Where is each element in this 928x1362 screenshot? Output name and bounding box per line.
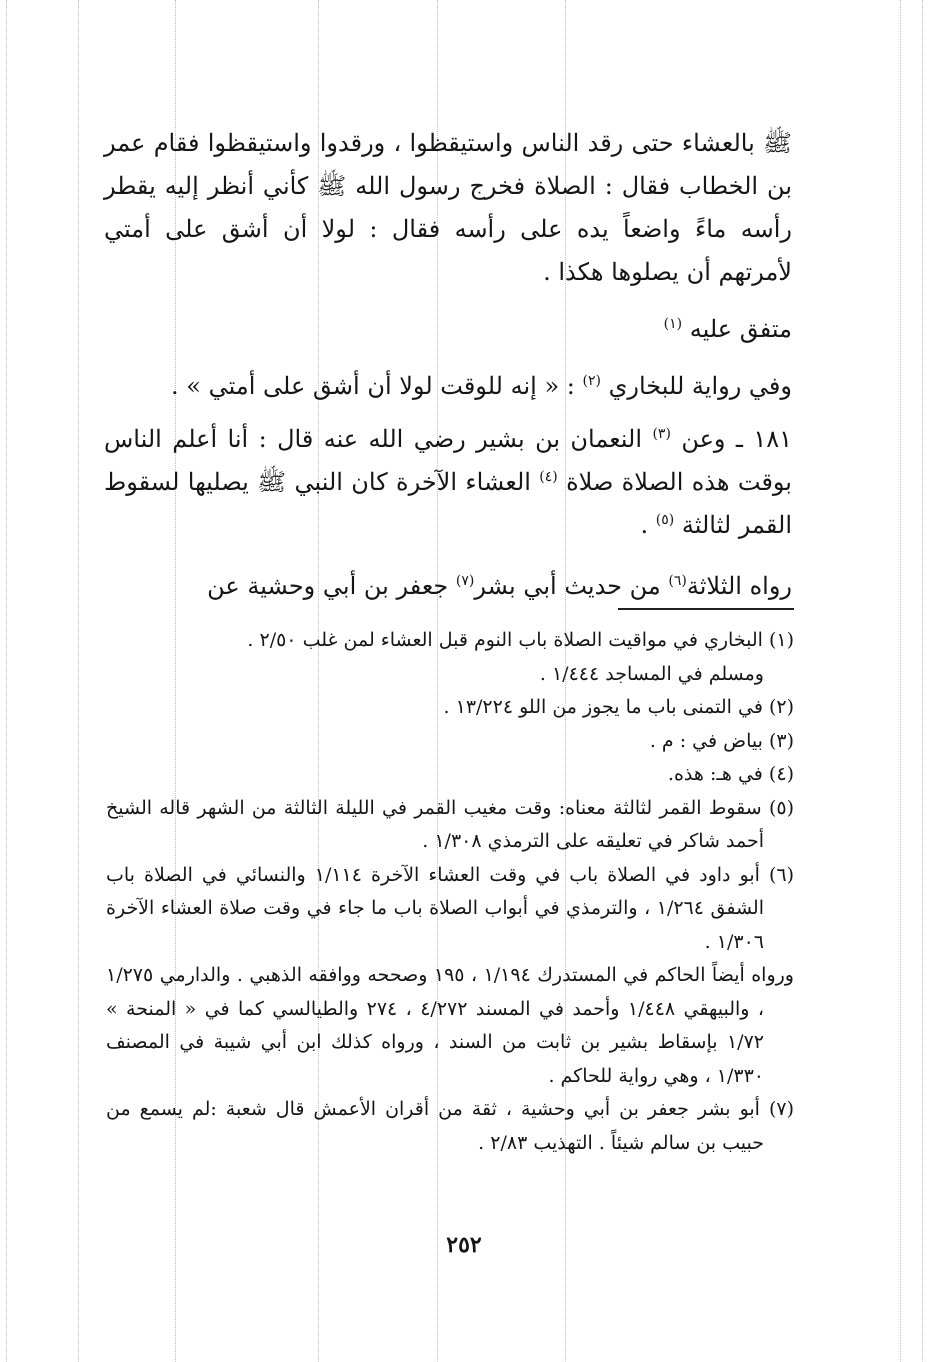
footnote-7: (٧) أبو بشر جعفر بن أبي وحشية ، ثقة من أقران الأعمش قال شعبة :لم يسمع من حبيب بن سالم شيئاً . التهذيب ٢/٨٣ .: [106, 1098, 794, 1154]
paragraph-bukhari-narration: [104, 365, 792, 408]
footnote-separator: [618, 608, 794, 610]
paragraph-text: متفق عليه: [689, 315, 792, 343]
footnote-6-additional: ورواه أيضاً الحاكم في المستدرك ١/١٩٤ ، ١٩٥ وصححه ووافقه الذهبي . والدارمي ١/٢٧٥ ، والبيهقي ١/٤٤٨ وأحمد في المسند ٤/٢٧٢ ، ٢٧٤ والطيالسي كما في « المنحة » ١/٧٢ بإسقاط بشير بن ثابت من السند ، ورواه كذلك ابن أبي شيبة في المصنف ١/٣٣٠ ، وهي رواية للحاكم .: [106, 964, 794, 1087]
margin-guide: [900, 0, 901, 1362]
footnote-ref: (٣): [652, 426, 671, 442]
margin-guide: [6, 0, 7, 1362]
hadith-number: ١٨١ ـ وعن: [681, 425, 792, 453]
quote-text: : « إنه للوقت لولا أن أشق على أمتي » .: [171, 372, 575, 400]
footnote-ref: (٧): [455, 573, 475, 589]
paragraph-hadith-181: [104, 418, 792, 547]
footnote-ref: (١): [663, 316, 683, 332]
paragraph-text: العشاء الآخرة كان النبي ﷺ يصليها لسقوط القمر لثالثة: [104, 468, 792, 539]
footnote-1: (١) البخاري في مواقيت الصلاة باب النوم قبل العشاء لمن غلب ٢/٥٠ .: [247, 629, 794, 651]
footnote-4: (٤) في هـ: هذه.: [667, 763, 794, 785]
paragraph-text: جعفر بن أبي وحشية عن: [207, 572, 449, 600]
footnote-2: (٢) في التمنى باب ما يجوز من اللو ١٣/٢٢٤ .: [443, 696, 794, 718]
margin-guide: [78, 0, 79, 1362]
footnotes: [106, 624, 794, 1160]
footnote-1-continued: ومسلم في المساجد ١/٤٤٤ .: [539, 662, 764, 685]
footnote-ref: (٥): [655, 512, 675, 528]
paragraph-text: وفي رواية للبخاري: [608, 372, 792, 400]
footnote-6: (٦) أبو داود في الصلاة باب في وقت العشاء الآخرة ١/١١٤ والنسائي في الصلاة باب الشفق ١/٢٦٤ ، والترمذي في أبواب الصلاة باب ما جاء في وقت صلاة العشاء الآخرة ١/٣٠٦ .: [106, 863, 795, 953]
footnote-ref: (٢): [582, 373, 601, 389]
page-number: ٢٥٢: [446, 1232, 482, 1258]
margin-guide: [922, 0, 923, 1362]
main-text: [104, 122, 792, 608]
paragraph-text: .: [640, 511, 649, 539]
footnote-ref: (٤): [539, 469, 558, 485]
paragraph-hadith-text: ﷺ بالعشاء حتى رقد الناس واستيقظوا ، ورقدوا واستيقظوا فقام عمر بن الخطاب فقال : الصلاة فخرج رسول الله ﷺ كأني أنظر إليه يقطر رأسه ماءً واضعاً يده على رأسه فقال : لولا أن أشق على أمتي لأمرتهم أن يصلوها هكذا .: [104, 129, 792, 286]
paragraph-muttafaq: [104, 308, 792, 351]
paragraph-text: من حديث أبي بشر: [474, 572, 661, 600]
footnote-5: (٥) سقوط القمر لثالثة معناه: وقت مغيب القمر في الليلة الثالثة من الشهر قاله الشيخ أحمد شاكر في تعليقه على الترمذي ١/٣٠٨ .: [106, 796, 794, 852]
footnote-ref: (٦): [668, 573, 687, 589]
paragraph-text: النعمان بن بشير رضي الله عنه قال : أنا أعلم الناس بوقت هذه الصلاة صلاة: [104, 425, 792, 496]
paragraph-text: رواه الثلاثة: [686, 572, 792, 600]
paragraph-rawahu: [104, 565, 792, 608]
footnote-3: (٣) بياض في : م .: [649, 729, 794, 752]
